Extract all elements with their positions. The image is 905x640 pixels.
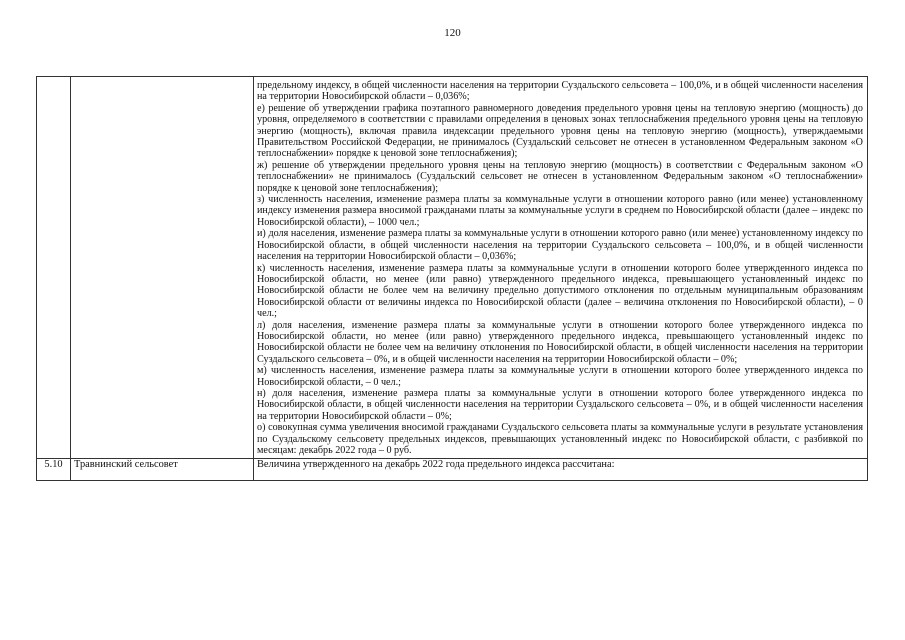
name-cell <box>71 77 254 459</box>
number-cell <box>37 77 71 459</box>
paragraph-i: и) доля населения, изменение размера платы за коммунальные услуги в отношении которого равно (или менее) установленному индексу по Новосибирской области, в общей численности населения на территории Суздальского сельсовета – 100,0%, и в общей численности населения на территории Новосибирской области – 0,036%; <box>257 228 863 263</box>
paragraph-zh: ж) решение об утверждении предельного уровня цены на тепловую энергию (мощность) в соответствии с Федеральным законом «О теплоснабжении» не принималось (Суздальский сельсовет не отнесен в установленном Федеральным законом «О теплоснабжении» порядке к ценовой зоне теплоснабжения); <box>257 159 863 194</box>
table-row <box>37 459 868 481</box>
table-row <box>37 77 868 459</box>
municipality-name: Травнинский сельсовет <box>71 459 254 481</box>
page-number: 120 <box>444 27 461 39</box>
paragraph-o: о) совокупная сумма увеличения вносимой гражданами Суздальского сельсовета платы за коммунальные услуги в результате установления по Суздальскому сельсовету предельных индексов, превышающих установленный индекс по Новосибирской области, с разбивкой по месяцам: декабрь 2022 года – 0 руб. <box>257 422 863 456</box>
paragraph-l: л) доля населения, изменение размера платы за коммунальные услуги в отношении которого более утвержденного индекса по Новосибирской области, но менее (или равно) утвержденного предельного индекса, превышающего установленный индекс по Новосибирской области не более чем на величину отклонения по Новосибирской области, в общей численности населения на территории Суздальского сельсовета – 0%, и в общей численности населения на территории Новосибирской области – 0%; <box>257 319 863 365</box>
row-number: 5.10 <box>37 459 71 481</box>
row-text: Величина утвержденного на декабрь 2022 года предельного индекса рассчитана: <box>254 459 868 481</box>
paragraph-e: е) решение об утверждении графика поэтапного равномерного доведения предельного уровня цены на тепловую энергию (мощность) до уровня, определяемого в соответствии с правилами определения в ценовых зонах теплоснабжения предельного уровня цены на тепловую энергию (мощность), включая правила индексации предельного уровня цены на тепловую энергию (мощность), утверждаемыми Правительством Российской Федерации, не принималось (Суздальский сельсовет не отнесен в установленном Федеральным законом «О теплоснабжении» порядке к ценовой зоне теплоснабжения); <box>257 102 863 160</box>
content-cell <box>254 77 868 459</box>
paragraph: предельному индексу, в общей численности населения на территории Суздальского сельсовета – 100,0%, и в общей численности населения на территории Новосибирской области – 0,036%; <box>257 80 863 103</box>
paragraph-z: з) численность населения, изменение размера платы за коммунальные услуги в отношении которого равно (или менее) установленному индексу изменения размера вносимой гражданами платы за коммунальные услуги в среднем по Новосибирской области (далее – индекс по Новосибирской области), – 1000 чел.; <box>257 194 863 228</box>
paragraph-m: м) численность населения, изменение размера платы за коммунальные услуги в отношении которого более утвержденного индекса по Новосибирской области, – 0 чел.; <box>257 365 863 388</box>
paragraph-n: н) доля населения, изменение размера платы за коммунальные услуги в отношении которого более утвержденного индекса по Новосибирской области, в общей численности населения на территории Суздальского сельсовета – 0%, и в общей численности населения на территории Новосибирской области – 0%; <box>257 387 863 422</box>
paragraph-k: к) численность населения, изменение размера платы за коммунальные услуги в отношении которого более утвержденного индекса по Новосибирской области, но менее (или равно) утвержденного предельного индекса, превышающего установленный индекс по Новосибирской области не более чем на величину предельно допустимого отклонения по отдельным муниципальным образованиям Новосибирской области от величины индекса по Новосибирской области (далее – величина отклонения по Новосибирской области), – 0 чел.; <box>257 262 863 320</box>
document-table <box>36 76 868 481</box>
